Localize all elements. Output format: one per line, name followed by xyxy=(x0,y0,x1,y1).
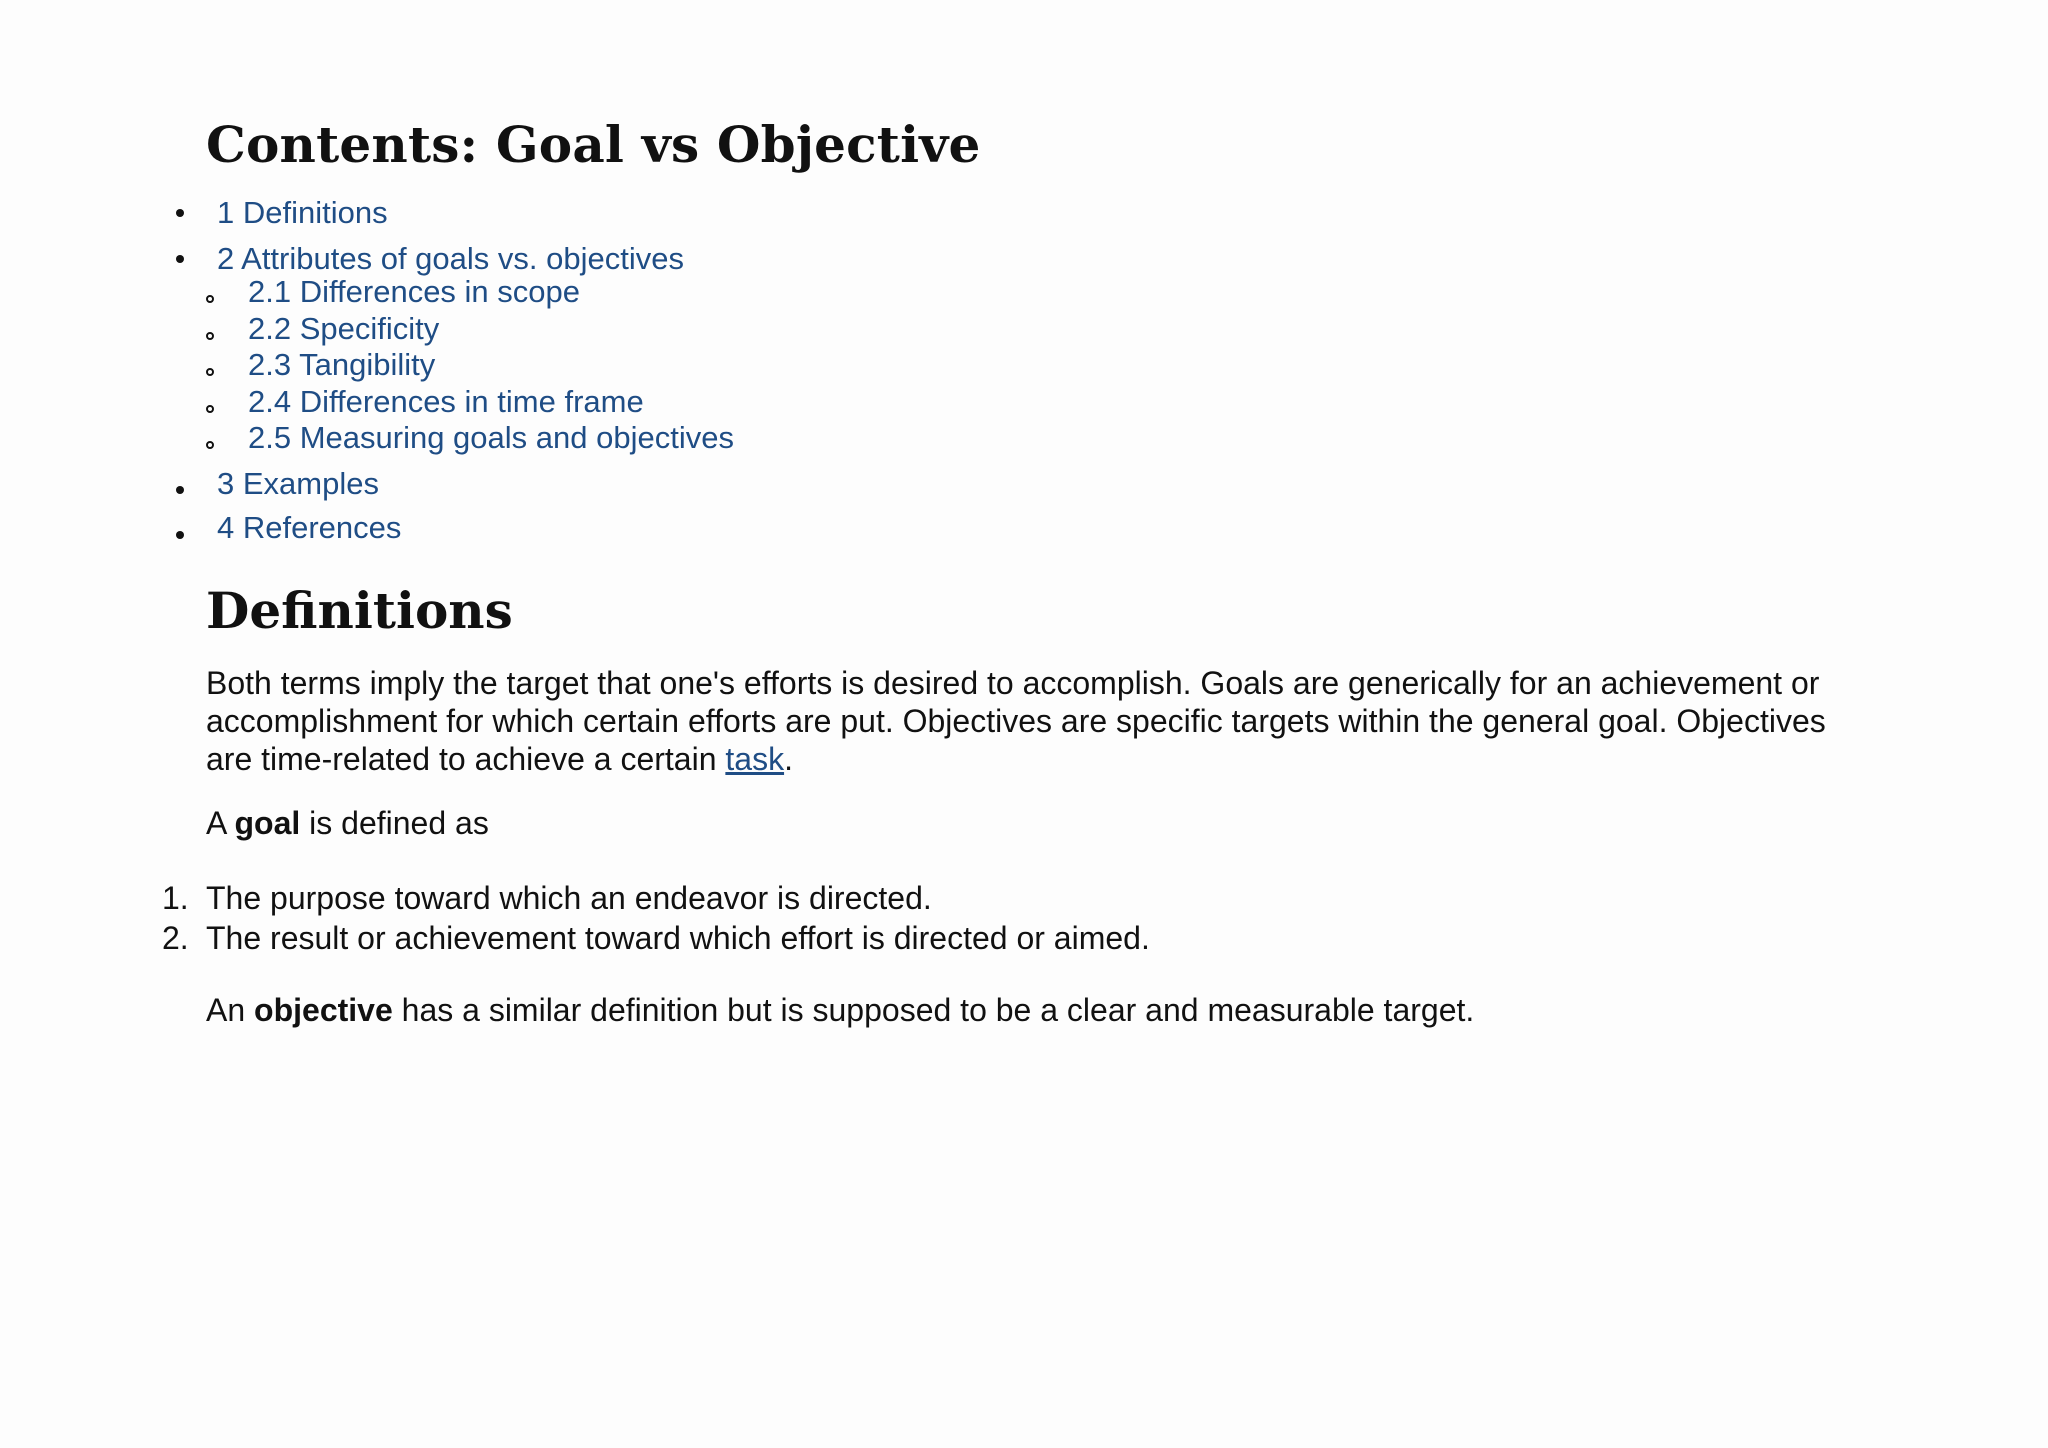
contents-title: Contents: Goal vs Objective xyxy=(206,115,981,174)
circle-bullet-icon xyxy=(206,441,214,449)
objective-term: objective xyxy=(254,992,393,1028)
goal-definition-intro xyxy=(206,804,1826,842)
bullet-icon xyxy=(176,255,184,263)
objective-suffix: has a similar definition but is supposed to be a clear and measurable target. xyxy=(401,992,1475,1028)
paragraph-text: Both terms imply the target that one's efforts is desired to accomplish. Goals are generically for an achievement or accomplishment for which certain efforts are put. Objectives are specific targets within the general goal. Objectives are time-related to achieve a certain xyxy=(206,665,1826,777)
objective-prefix: An xyxy=(206,992,246,1028)
definitions-paragraph xyxy=(206,664,1826,778)
circle-bullet-icon xyxy=(206,405,214,413)
objective-definition xyxy=(206,991,1826,1029)
toc-link[interactable]: 3 Examples xyxy=(217,466,379,501)
toc-link[interactable]: 1 Definitions xyxy=(217,195,388,230)
toc-item-references[interactable] xyxy=(217,509,401,547)
circle-bullet-icon xyxy=(206,368,214,376)
goal-definition-item: The purpose toward which an endeavor is directed. xyxy=(206,880,932,916)
toc-subitem-measuring[interactable] xyxy=(248,419,734,457)
goal-prefix: A xyxy=(206,805,226,841)
circle-bullet-icon xyxy=(206,332,214,340)
toc-link[interactable]: 2.4 Differences in time frame xyxy=(248,384,644,419)
toc-link[interactable]: 2.2 Specificity xyxy=(248,311,440,346)
section-title-definitions: Definitions xyxy=(206,581,513,640)
toc-subitem-tangibility[interactable] xyxy=(248,346,435,384)
list-number: 2. xyxy=(162,920,189,956)
bullet-icon xyxy=(176,209,184,217)
toc-link[interactable]: 2 Attributes of goals vs. objectives xyxy=(217,241,684,276)
toc-link[interactable]: 2.1 Differences in scope xyxy=(248,274,581,309)
bullet-icon xyxy=(176,486,184,494)
toc-link[interactable]: 2.5 Measuring goals and objectives xyxy=(248,420,734,455)
list-number: 1. xyxy=(162,880,189,916)
toc-link[interactable]: 2.3 Tangibility xyxy=(248,347,436,382)
goal-definition-item: The result or achievement toward which effort is directed or aimed. xyxy=(206,920,1150,956)
toc-item-definitions[interactable] xyxy=(217,194,388,232)
toc-link[interactable]: 4 References xyxy=(217,510,402,545)
toc-subitem-time-frame[interactable] xyxy=(248,383,644,421)
toc-subitem-specificity[interactable] xyxy=(248,310,439,348)
bullet-icon xyxy=(176,531,184,539)
toc-subitem-scope[interactable] xyxy=(248,273,580,311)
toc-item-examples[interactable] xyxy=(217,465,379,503)
task-link[interactable]: task xyxy=(725,741,785,777)
goal-suffix: is defined as xyxy=(309,805,489,841)
goal-term: goal xyxy=(234,805,301,841)
circle-bullet-icon xyxy=(206,295,214,303)
paragraph-end: . xyxy=(784,741,793,777)
